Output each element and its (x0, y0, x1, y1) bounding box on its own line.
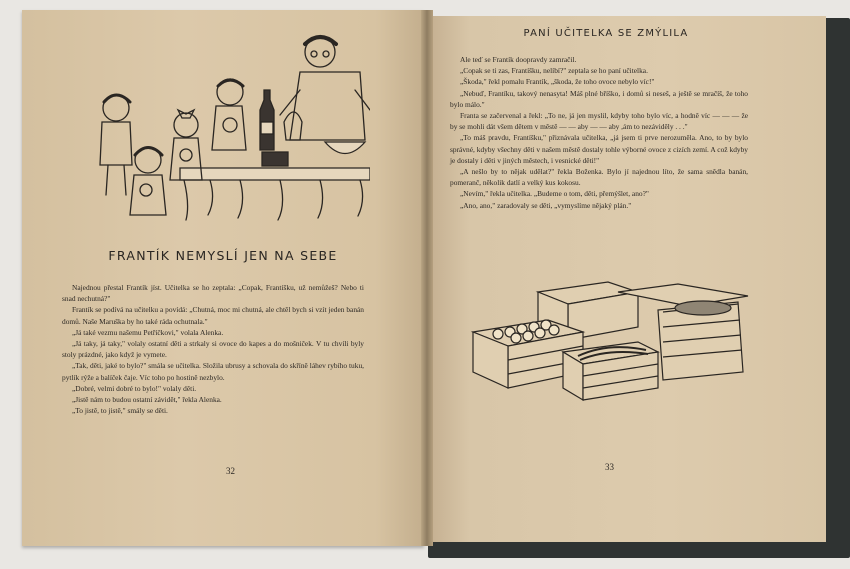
paragraph: „Tak, děti, jaké to bylo?" smála se učitelka. Složila ubrusy a schovala do skříně láhev rybího tuku, pytlík rýže a balíček čaje. Víc toho po hostině nezbylo. (62, 361, 364, 382)
paragraph: „Ano, ano," zaradovaly se děti, „vymyslíme nějaký plán." (460, 200, 632, 210)
left-page-text (62, 282, 364, 416)
fruit-crates-illustration (468, 272, 768, 412)
paragraph: „Copak se ti zas, Frantíšku, nelíbí?" zeptala se ho paní učitelka. (460, 66, 648, 76)
page-number-right: 33 (605, 462, 614, 472)
paragraph: Ale teď se Frantík doopravdy zamračil. (460, 55, 577, 64)
page-number-left: 32 (226, 466, 235, 476)
children-table-illustration (80, 30, 370, 230)
book-gutter (421, 10, 433, 546)
paragraph: „Nebuď, Frantíku, takový nenasyta! Máš plné bříško, i domů si neseš, a ještě se mračíš, že toho bylo málo." (450, 88, 748, 109)
paragraph: „Jistě nám to budou ostatní závidět," řekla Alenka. (72, 395, 222, 405)
paragraph: „Nevím," řekla učitelka. „Budeme o tom, děti, přemýšlet, ano?" (460, 189, 649, 199)
paragraph: Franta se začervenal a řekl: „To ne, já jen myslil, kdyby toho bylo víc, a hodně víc — — — že by se mohli dát všem dětem v městě — — aby — — aby ,ám to nezáviděly . . ." (450, 111, 748, 132)
paragraph: „A nešlo by to nějak udělat?" řekla Boženka. Bylo jí najednou líto, že sama snědla banán, pomeranč, několik datlí a velký kus kokosu. (450, 167, 748, 188)
paragraph: „To máš pravdu, Frantíšku," přiznávala učitelka, „já jsem ti prve nerozuměla. Ano, to by bylo správné, kdyby všechny děti v našem městě dostaly tohle výborné ovoce z cizích zemí. A což kdyby je dostaly i děti v jiných městech, i vesnické děti!" (450, 133, 748, 165)
right-page-text (450, 54, 748, 211)
paragraph: „To jistě, to jistě," smály se děti. (72, 406, 168, 416)
chapter-title: FRANTÍK NEMYSLÍ JEN NA SEBE (108, 248, 338, 263)
paragraph: „Já taky, já taky," volaly ostatní děti a strkaly si ovoce do kapes a do mošniček. V tu chvíli byly stoly prázdné, jako když je vymete. (62, 339, 364, 360)
running-head: PANÍ UČITELKA SE ZMÝLILA (523, 28, 689, 39)
paragraph: „Dobré, velmi dobré to bylo!" volaly děti. (72, 383, 197, 393)
paragraph: Najednou přestal Frantík jíst. Učitelka se ho zeptala: „Copak, Frantíšku, už nemůžeš? Nebo ti snad nechutná?" (62, 283, 364, 304)
paragraph: Frantík se podívá na učitelku a povídá: „Chutná, moc mi chutná, ale chtěl bych si vzít jeden banán domů. Naše Maruška by ho také ráda ochutnala." (62, 305, 364, 326)
paragraph: „Škoda," řekl pomalu Frantík, „škoda, že toho ovoce nebylo víc!" (460, 77, 655, 87)
paragraph: „Já také vezmu našemu Petříčkovi," volala Alenka. (72, 327, 224, 337)
